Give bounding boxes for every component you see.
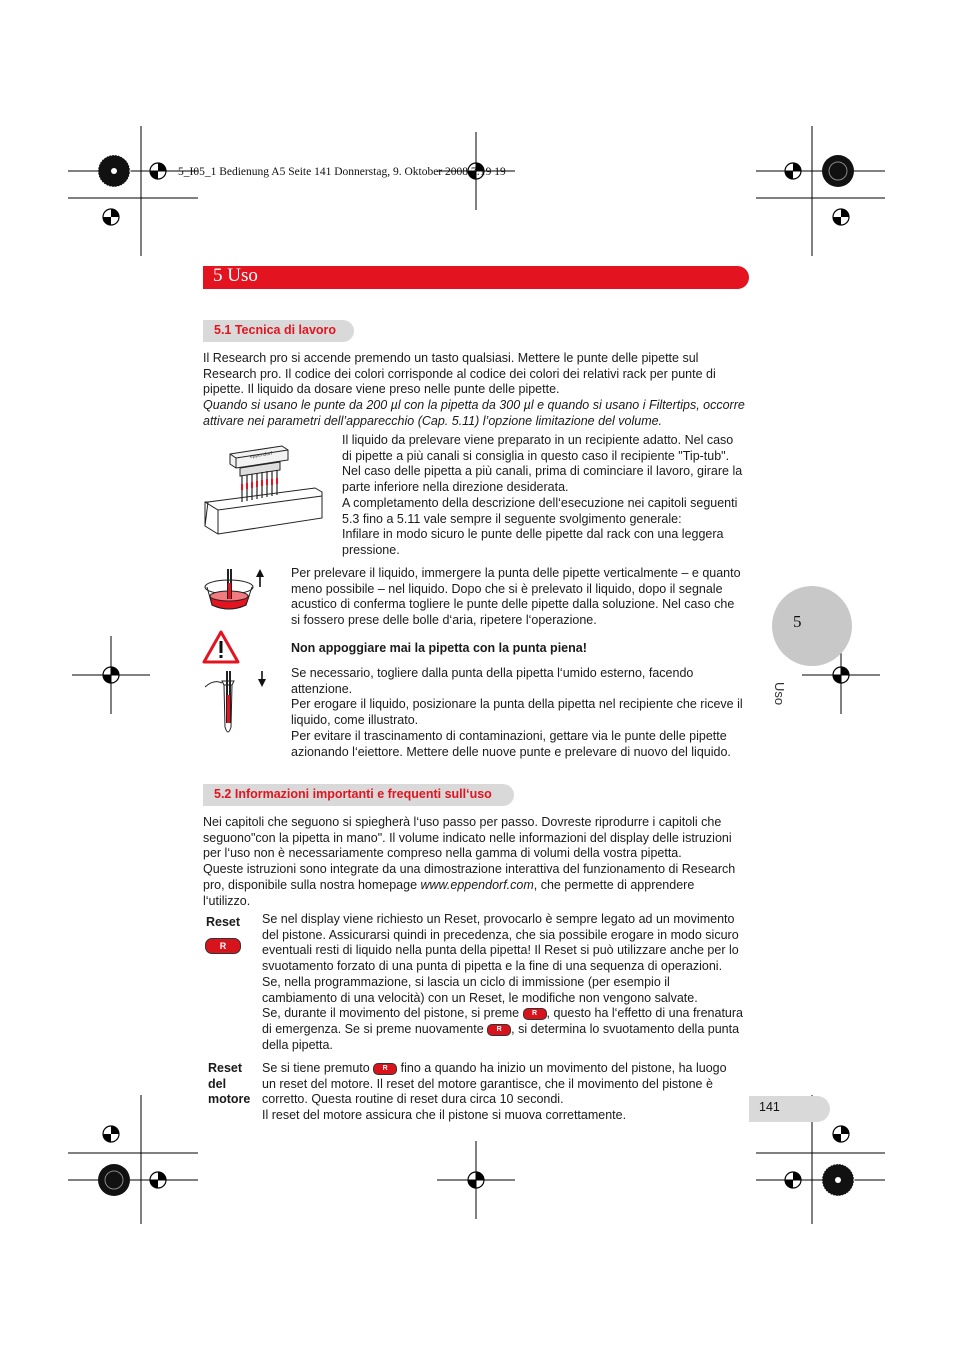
label-line: motore — [208, 1092, 251, 1107]
warning-icon — [203, 630, 243, 666]
text-line: pressione. — [342, 542, 400, 557]
text-line: Quando si usano le punte da 200 µl con la pipetta da 300 µl e quando si usano i Filtertips, occorre — [203, 398, 745, 413]
text-line: Se, nella programmazione, si lascia un ciclo di immissione (per esempio il — [262, 974, 670, 989]
text-line: si fossero prese delle bolle d‘aria, ripetere l‘operazione. — [291, 613, 597, 628]
reset-button-icon: R — [373, 1063, 397, 1075]
homepage-link[interactable]: www.eppendorf.com — [420, 877, 534, 892]
text-line: cambiamento di una velocità) con un Reset, le modifiche non vengono salvate. — [262, 990, 698, 1005]
text-line: Infilare in modo sicuro le punte delle pipette dal rack con una leggera — [342, 527, 724, 542]
aspirate-beaker-illustration — [200, 565, 270, 615]
text-line: Nei capitoli che seguono si spiegherà l‘uso passo per passo. Dovreste riprodurre i capitoli che — [203, 815, 722, 829]
text-line: liquido, come illustrato. — [291, 713, 419, 728]
text-line: Se si tiene premuto R fino a quando ha inizio un movimento del pistone, ha luogo — [262, 1061, 727, 1075]
text-line: attivare nei parametri dell’apparecchio (Cap. 5.11) l’opzione limitazione del volume. — [203, 413, 663, 428]
text-line: Per prelevare il liquido, immergere la punta delle pipette verticalmente – e quanto — [291, 566, 741, 580]
reset-button-icon: R — [205, 938, 241, 954]
text-line: Se nel display viene richiesto un Reset, provocarlo è sempre legato ad un movimento — [262, 912, 735, 926]
text-line: di emergenza. Se si preme nuovamente R , si determina lo svuotamento della punta — [262, 1021, 740, 1036]
text-line: 5.3 fino a 5.11 vale sempre il seguente svolgimento generale: — [342, 511, 682, 526]
text-line: acustico di conferma togliere le punte delle pipette dalla soluzione. Nel caso che — [291, 597, 735, 612]
text-line: della pipetta. — [262, 1037, 333, 1052]
text-line: Per evitare il trascinamento di contaminazioni, gettare via le punte delle pipette — [291, 728, 727, 743]
section-title-5-2: 5.2 Informazioni importanti e frequenti sull‘uso — [214, 787, 492, 801]
chapter-tab-circle — [772, 586, 852, 666]
text-line: Il reset del motore assicura che il pistone si muova correttamente. — [262, 1108, 627, 1123]
text-line: seguono"con la pipetta in mano". Il volume indicato nelle informazioni del display delle istruzioni — [203, 830, 732, 845]
text-line: A completamento della descrizione dell‘esecuzione nei capitoli seguenti — [342, 495, 738, 510]
aspirate-paragraph — [291, 566, 741, 629]
chapter-header-bar — [203, 266, 749, 289]
text-line: Per erogare il liquido, posizionare la punta della pipetta nel recipiente che riceve il — [291, 697, 743, 712]
intro-paragraph — [203, 351, 745, 430]
section-title-5-1: 5.1 Tecnica di lavoro — [214, 323, 337, 337]
text-line: pipette. Il liquido da dosare viene preso nelle punte delle pipette. — [203, 382, 560, 397]
print-slug: 5_I05_1 Bedienung A5 Seite 141 Donnerstag, 9. Oktober 2008 7:19 19 — [178, 166, 506, 178]
page-number: 141 — [759, 1100, 780, 1114]
multichannel-pipette-tub-illustration — [200, 440, 330, 540]
reset-paragraph — [262, 912, 743, 1053]
dispense-tube-illustration — [200, 667, 270, 739]
reset-button-icon: R — [523, 1008, 547, 1020]
chapter-tab-number: 5 — [793, 612, 802, 631]
reset-label: Reset — [206, 915, 241, 929]
text-line: l‘utilizzo. — [203, 893, 251, 908]
text-line: eventuali resti di liquido nella punta della pipetta! Il Reset si può utilizzare anche per lo — [262, 943, 739, 958]
label-line: Reset — [208, 1061, 243, 1075]
text-line: Il Research pro si accende premendo un tasto qualsiasi. Mettere le punte delle pipette sul — [203, 351, 699, 365]
text-line: meno possibile – nel liquido. Dopo che si è prelevato il liquido, dopo il segnale — [291, 581, 723, 596]
chapter-tab-label: Uso — [772, 682, 787, 706]
reset-button-icon: R — [487, 1024, 511, 1036]
text-line: di pipette a più canali si consiglia in questo caso il recipiente "Tip-tub". — [342, 448, 730, 463]
warning-text: Non appoggiare mai la pipetta con la punta piena! — [291, 641, 587, 655]
text-line: parte inferiore nella direzione desiderata. — [342, 480, 569, 495]
dispense-paragraph — [291, 666, 743, 760]
text-line: Nel caso delle pipetta a più canali, prima di cominciare il lavoro, girare la — [342, 464, 743, 479]
text-line: attenzione. — [291, 681, 353, 696]
text-line: un reset del motore. Il reset del motore garantisce, che il movimento del pistone è — [262, 1076, 713, 1091]
text-line: Se, durante il movimento del pistone, si preme R , questo ha l‘effetto di una frenatura — [262, 1006, 743, 1021]
text-line: Research pro. Il codice dei colori corrisponde al codice dei colori dei relativi rack per punte di — [203, 366, 716, 381]
text-line: azionando l‘eiettore. Mettere delle nuove punte e prelevare di nuovo del liquido. — [291, 744, 731, 759]
text-line: Queste istruzioni sono integrate da una dimostrazione interattiva del funzionamento di Research — [203, 862, 736, 877]
section-5-2-intro — [203, 815, 735, 909]
text-line: pro, disponibile sulla nostra homepage www.eppendorf.com, che permette di apprendere — [203, 877, 695, 892]
reset-motor-label — [208, 1061, 250, 1108]
text-line: Il liquido da prelevare viene preparato in un recipiente adatto. Nel caso — [342, 433, 734, 447]
text-line: svuotamento forzato di una punta di pipetta e la fine di una sequenza di operazioni. — [262, 959, 723, 974]
text-line: per l‘uso non è necessariamente compreso nella gamma di volumi della vostra pipetta. — [203, 846, 682, 861]
brand-logo-text: eppendorf — [249, 450, 273, 460]
label-line: del — [208, 1076, 227, 1091]
tip-tub-paragraph — [342, 433, 742, 559]
text-line: corretto. Questa routine di reset dura circa 10 secondi. — [262, 1092, 564, 1107]
text-line: Se necessario, togliere dalla punta della pipetta l‘umido esterno, facendo — [291, 666, 694, 680]
reset-motor-paragraph — [262, 1061, 727, 1124]
text-line: del pistone. Assicurarsi quindi in precedenza, che sia possibile erogare in modo sicuro — [262, 927, 739, 942]
chapter-title: 5 Uso — [213, 265, 258, 286]
